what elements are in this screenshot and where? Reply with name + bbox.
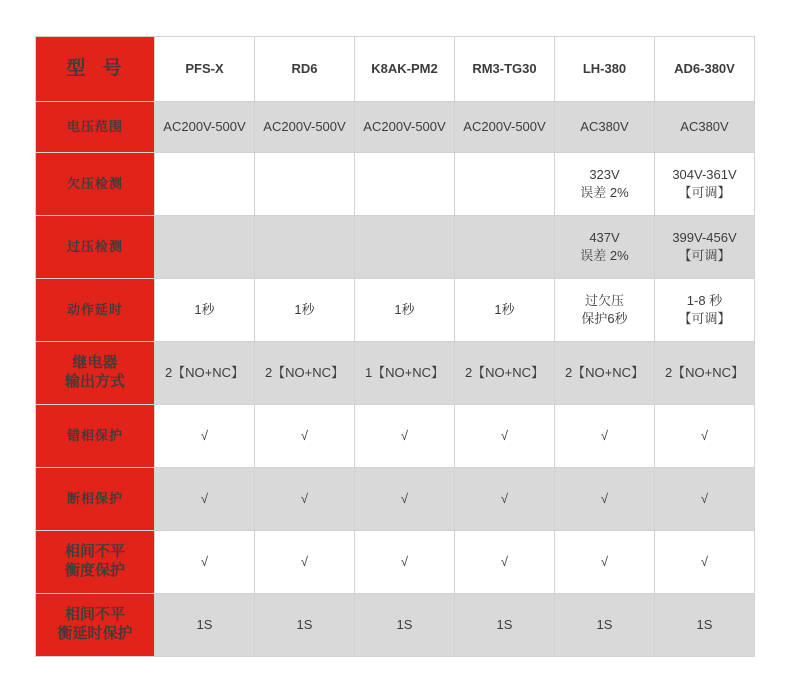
cell-line-1: 1秒 — [194, 302, 215, 318]
row-label-line-2: 输出方式 — [64, 373, 125, 390]
cell-unbalance-3: √ — [355, 531, 455, 594]
table-row — [36, 102, 755, 153]
cell-unbalance-delay-1: 1S — [155, 594, 255, 657]
cell-voltage-range-6: AC380V — [655, 102, 755, 153]
row-label-voltage-range: 电压范围 — [36, 102, 155, 153]
cell-unbalance-6: √ — [655, 531, 755, 594]
cell-undervoltage-2 — [255, 153, 355, 216]
table-row — [36, 342, 755, 405]
cell-line-1: 1秒 — [294, 302, 315, 318]
cell-line-1: 1秒 — [494, 302, 515, 318]
table-body — [36, 37, 755, 657]
cell-line-1: 过欠压 — [584, 293, 624, 309]
cell-voltage-range-4: AC200V-500V — [455, 102, 555, 153]
cell-line-1: 437V — [589, 230, 620, 246]
cell-relay-output-5: 2【NO+NC】 — [555, 342, 655, 405]
cell-action-delay-5 — [555, 279, 655, 342]
cell-line-1: 399V-456V — [672, 230, 737, 246]
cell-unbalance-2: √ — [255, 531, 355, 594]
cell-overvoltage-5 — [555, 216, 655, 279]
cell-phase-loss-4: √ — [455, 468, 555, 531]
cell-voltage-range-2: AC200V-500V — [255, 102, 355, 153]
row-label-action-delay: 动作延时 — [36, 279, 155, 342]
cell-phase-sequence-4: √ — [455, 405, 555, 468]
cell-unbalance-5: √ — [555, 531, 655, 594]
cell-phase-loss-3: √ — [355, 468, 455, 531]
product-spec-table — [35, 36, 755, 657]
cell-line-1: 323V — [589, 167, 620, 183]
cell-voltage-range-5: AC380V — [555, 102, 655, 153]
table-row — [36, 216, 755, 279]
cell-phase-sequence-1: √ — [155, 405, 255, 468]
cell-relay-output-6: 2【NO+NC】 — [655, 342, 755, 405]
cell-line-2: 【可调】 — [678, 311, 731, 326]
cell-unbalance-delay-3: 1S — [355, 594, 455, 657]
cell-undervoltage-1 — [155, 153, 255, 216]
column-header-product-4: RM3-TG30 — [455, 37, 555, 102]
row-label-line-1: 相间不平 — [64, 543, 125, 561]
spec-table-container — [35, 36, 755, 657]
cell-voltage-range-1: AC200V-500V — [155, 102, 255, 153]
cell-line-2: 【可调】 — [678, 248, 731, 263]
table-header-row — [36, 37, 755, 102]
cell-phase-loss-1: √ — [155, 468, 255, 531]
table-row — [36, 405, 755, 468]
row-label-line-2: 衡度保护 — [64, 562, 125, 579]
row-label-line-1: 相间不平 — [64, 606, 125, 624]
cell-line-2: 【可调】 — [678, 185, 731, 200]
table-row — [36, 531, 755, 594]
cell-relay-output-3: 1【NO+NC】 — [355, 342, 455, 405]
cell-phase-loss-5: √ — [555, 468, 655, 531]
column-header-product-2: RD6 — [255, 37, 355, 102]
cell-unbalance-4: √ — [455, 531, 555, 594]
column-header-product-6: AD6-380V — [655, 37, 755, 102]
cell-line-1: 1-8 秒 — [686, 293, 723, 309]
cell-action-delay-1 — [155, 279, 255, 342]
table-row — [36, 279, 755, 342]
cell-relay-output-4: 2【NO+NC】 — [455, 342, 555, 405]
row-label-phase-sequence-protection: 错相保护 — [36, 405, 155, 468]
cell-phase-sequence-2: √ — [255, 405, 355, 468]
table-row — [36, 468, 755, 531]
cell-line-2: 误差 2% — [580, 185, 629, 200]
cell-relay-output-2: 2【NO+NC】 — [255, 342, 355, 405]
cell-overvoltage-1 — [155, 216, 255, 279]
cell-phase-sequence-6: √ — [655, 405, 755, 468]
cell-phase-loss-2: √ — [255, 468, 355, 531]
cell-undervoltage-6 — [655, 153, 755, 216]
row-label-undervoltage-detect: 欠压检测 — [36, 153, 155, 216]
cell-undervoltage-5 — [555, 153, 655, 216]
table-title-cell: 型 号 — [36, 37, 155, 102]
cell-phase-sequence-3: √ — [355, 405, 455, 468]
cell-action-delay-2 — [255, 279, 355, 342]
cell-unbalance-1: √ — [155, 531, 255, 594]
row-label-phase-loss-protection: 断相保护 — [36, 468, 155, 531]
column-header-product-1: PFS-X — [155, 37, 255, 102]
cell-undervoltage-4 — [455, 153, 555, 216]
row-label-line-1: 继电器 — [72, 354, 118, 372]
cell-phase-loss-6: √ — [655, 468, 755, 531]
row-label-relay-output — [36, 342, 155, 405]
cell-phase-sequence-5: √ — [555, 405, 655, 468]
cell-unbalance-delay-5: 1S — [555, 594, 655, 657]
cell-undervoltage-3 — [355, 153, 455, 216]
cell-line-1: 304V-361V — [672, 167, 737, 183]
cell-unbalance-delay-6: 1S — [655, 594, 755, 657]
cell-unbalance-delay-2: 1S — [255, 594, 355, 657]
row-label-line-2: 衡延时保护 — [57, 625, 133, 642]
cell-unbalance-delay-4: 1S — [455, 594, 555, 657]
cell-voltage-range-3: AC200V-500V — [355, 102, 455, 153]
cell-line-2: 误差 2% — [580, 248, 629, 263]
table-row — [36, 594, 755, 657]
cell-line-1: 1秒 — [394, 302, 415, 318]
cell-relay-output-1: 2【NO+NC】 — [155, 342, 255, 405]
cell-action-delay-6 — [655, 279, 755, 342]
cell-overvoltage-3 — [355, 216, 455, 279]
cell-line-2: 保护6秒 — [581, 311, 628, 326]
cell-overvoltage-6 — [655, 216, 755, 279]
column-header-product-5: LH-380 — [555, 37, 655, 102]
row-label-unbalance-delay-protection — [36, 594, 155, 657]
row-label-unbalance-protection — [36, 531, 155, 594]
cell-action-delay-3 — [355, 279, 455, 342]
column-header-product-3: K8AK-PM2 — [355, 37, 455, 102]
cell-overvoltage-4 — [455, 216, 555, 279]
table-row — [36, 153, 755, 216]
cell-overvoltage-2 — [255, 216, 355, 279]
row-label-overvoltage-detect: 过压检测 — [36, 216, 155, 279]
cell-action-delay-4 — [455, 279, 555, 342]
